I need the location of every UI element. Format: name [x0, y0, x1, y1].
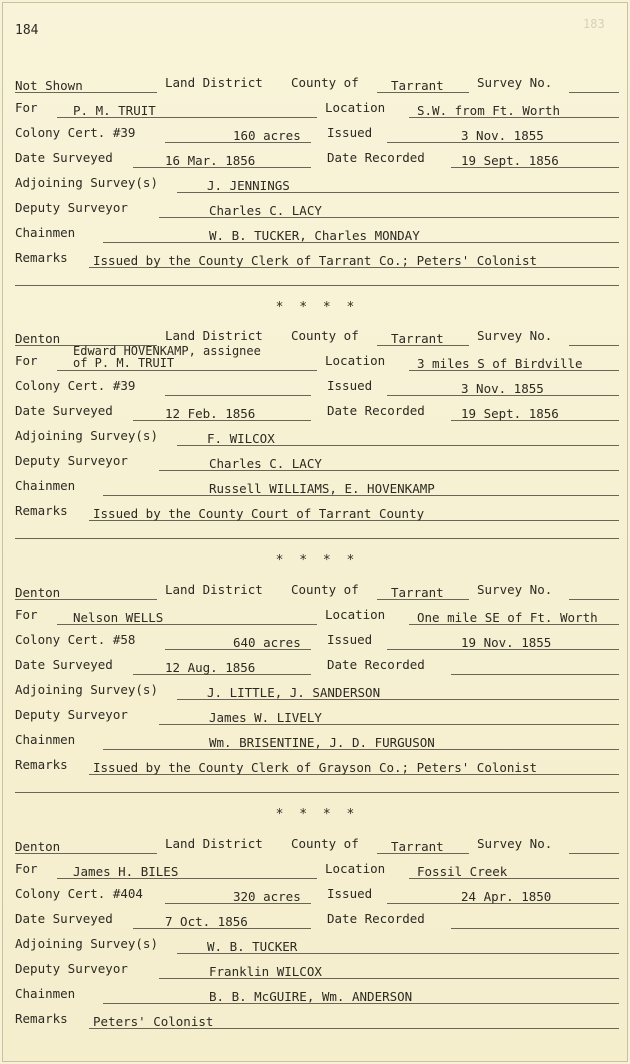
deputy-surveyor-label: Deputy Surveyor [15, 453, 128, 468]
date-recorded-label: Date Recorded [327, 150, 425, 165]
survey-no-label: Survey No. [477, 328, 553, 343]
adjoining-label: Adjoining Survey(s) [15, 682, 158, 697]
date-surveyed-label: Date Surveyed [15, 657, 113, 672]
chainmen-label: Chainmen [15, 986, 76, 1001]
chainmen-value: B. B. McGUIRE, Wm. ANDERSON [209, 989, 413, 1004]
chainmen-label: Chainmen [15, 225, 76, 240]
date-surveyed-value: 12 Aug. 1856 [165, 660, 256, 675]
land-district-label: Land District [165, 328, 263, 343]
for-value: P. M. TRUIT [73, 103, 156, 118]
colony-cert-label: Colony Cert. #58 [15, 632, 136, 647]
land-district-label: Land District [165, 836, 263, 851]
county-of-label: County of [291, 836, 359, 851]
land-district-value: Denton [15, 585, 61, 600]
date-recorded-label: Date Recorded [327, 911, 425, 926]
record-divider [15, 285, 619, 286]
page-number: 184 [15, 23, 39, 38]
land-district-label: Land District [165, 582, 263, 597]
for-value-line1: Edward HOVENKAMP, assignee [73, 344, 261, 358]
county-of-label: County of [291, 328, 359, 343]
county-value: Tarrant [391, 839, 444, 854]
date-surveyed-label: Date Surveyed [15, 911, 113, 926]
chainmen-label: Chainmen [15, 732, 76, 747]
remarks-value: Issued by the County Clerk of Tarrant Co.; Peters' Colonist [93, 253, 538, 268]
document-page [2, 2, 628, 1062]
county-of-label: County of [291, 75, 359, 90]
remarks-label: Remarks [15, 503, 68, 518]
issued-value: 24 Apr. 1850 [461, 889, 552, 904]
record-separator: * * * * [275, 300, 359, 315]
adjoining-label: Adjoining Survey(s) [15, 428, 158, 443]
acres-value: 640 acres [233, 635, 301, 650]
survey-no-label: Survey No. [477, 75, 553, 90]
land-district-value: Denton [15, 839, 61, 854]
adjoining-value: J. JENNINGS [207, 178, 290, 193]
for-label: For [15, 353, 38, 368]
location-label: Location [325, 861, 386, 876]
deputy-surveyor-value: Charles C. LACY [209, 203, 322, 218]
adjoining-label: Adjoining Survey(s) [15, 175, 158, 190]
location-value: S.W. from Ft. Worth [417, 103, 560, 118]
for-label: For [15, 607, 38, 622]
county-of-label: County of [291, 582, 359, 597]
issued-label: Issued [327, 378, 373, 393]
record-divider [15, 538, 619, 539]
remarks-label: Remarks [15, 1011, 68, 1026]
for-value: Nelson WELLS [73, 610, 164, 625]
adjoining-value: W. B. TUCKER [207, 939, 298, 954]
colony-cert-label: Colony Cert. #39 [15, 125, 136, 140]
remarks-label: Remarks [15, 757, 68, 772]
land-district-label: Land District [165, 75, 263, 90]
deputy-surveyor-value: Franklin WILCOX [209, 964, 322, 979]
issued-value: 3 Nov. 1855 [461, 128, 544, 143]
county-value: Tarrant [391, 78, 444, 93]
adjoining-value: J. LITTLE, J. SANDERSON [207, 685, 381, 700]
remarks-value: Peters' Colonist [93, 1014, 214, 1029]
for-value-line2: of P. M. TRUIT [73, 356, 175, 370]
colony-cert-label: Colony Cert. #39 [15, 378, 136, 393]
for-value: James H. BILES [73, 864, 179, 879]
chainmen-value: Russell WILLIAMS, E. HOVENKAMP [209, 481, 435, 496]
for-label: For [15, 100, 38, 115]
chainmen-value: Wm. BRISENTINE, J. D. FURGUSON [209, 735, 435, 750]
record-divider [15, 792, 619, 793]
issued-label: Issued [327, 886, 373, 901]
acres-value: 320 acres [233, 889, 301, 904]
location-label: Location [325, 607, 386, 622]
deputy-surveyor-label: Deputy Surveyor [15, 961, 128, 976]
adjoining-label: Adjoining Survey(s) [15, 936, 158, 951]
date-surveyed-label: Date Surveyed [15, 403, 113, 418]
deputy-surveyor-label: Deputy Surveyor [15, 707, 128, 722]
chainmen-value: W. B. TUCKER, Charles MONDAY [209, 228, 420, 243]
remarks-value: Issued by the County Court of Tarrant County [93, 506, 425, 521]
deputy-surveyor-value: James W. LIVELY [209, 710, 322, 725]
record-separator: * * * * [275, 553, 359, 568]
bleed-through-page-number: 183 [583, 17, 605, 31]
cert-number: #58 [112, 632, 136, 647]
date-recorded-value: 19 Sept. 1856 [461, 406, 559, 421]
chainmen-label: Chainmen [15, 478, 76, 493]
adjoining-value: F. WILCOX [207, 431, 275, 446]
for-label: For [15, 861, 38, 876]
issued-label: Issued [327, 125, 373, 140]
county-value: Tarrant [391, 331, 444, 346]
issued-value: 3 Nov. 1855 [461, 381, 544, 396]
remarks-label: Remarks [15, 250, 68, 265]
date-recorded-value: 19 Sept. 1856 [461, 153, 559, 168]
date-recorded-label: Date Recorded [327, 403, 425, 418]
land-district-value: Denton [15, 331, 61, 346]
deputy-surveyor-value: Charles C. LACY [209, 456, 322, 471]
cert-number: #39 [112, 378, 136, 393]
date-surveyed-value: 16 Mar. 1856 [165, 153, 256, 168]
issued-value: 19 Nov. 1855 [461, 635, 552, 650]
date-surveyed-value: 12 Feb. 1856 [165, 406, 256, 421]
location-value: 3 miles S of Birdville [417, 356, 583, 371]
survey-no-label: Survey No. [477, 582, 553, 597]
date-recorded-label: Date Recorded [327, 657, 425, 672]
remarks-value: Issued by the County Clerk of Grayson Co.; Peters' Colonist [93, 760, 538, 775]
location-value: Fossil Creek [417, 864, 508, 879]
record-separator: * * * * [275, 807, 359, 822]
acres-value: 160 acres [233, 128, 301, 143]
colony-cert-label: Colony Cert. #404 [15, 886, 143, 901]
survey-no-label: Survey No. [477, 836, 553, 851]
location-label: Location [325, 353, 386, 368]
county-value: Tarrant [391, 585, 444, 600]
cert-number: #39 [112, 125, 136, 140]
date-surveyed-value: 7 Oct. 1856 [165, 914, 248, 929]
deputy-surveyor-label: Deputy Surveyor [15, 200, 128, 215]
issued-label: Issued [327, 632, 373, 647]
land-district-value: Not Shown [15, 78, 83, 93]
cert-number: #404 [112, 886, 143, 901]
date-surveyed-label: Date Surveyed [15, 150, 113, 165]
location-label: Location [325, 100, 386, 115]
location-value: One mile SE of Ft. Worth [417, 610, 598, 625]
